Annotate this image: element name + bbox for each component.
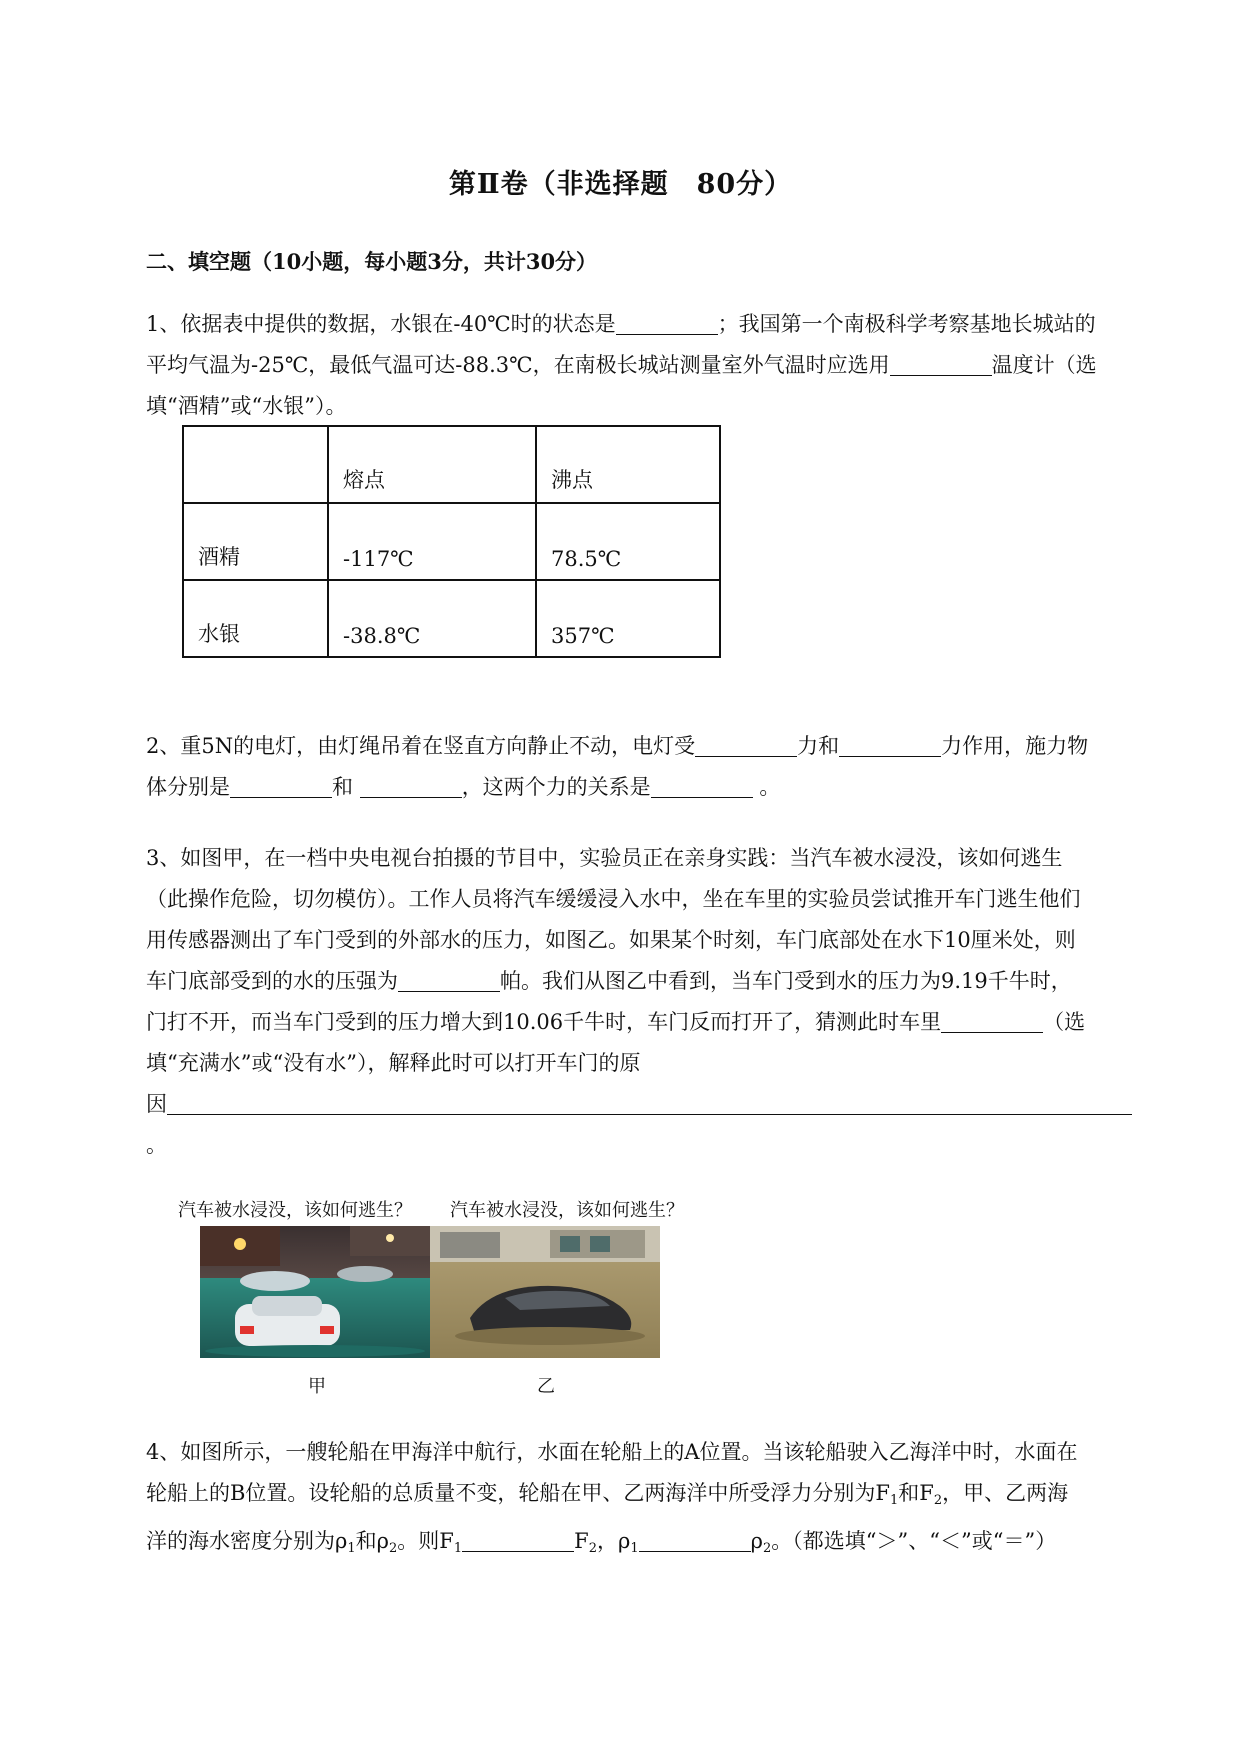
answer-blank[interactable] [651,771,753,798]
question-2 [146,726,1146,808]
q3-line-4: 车门底部受到的水的压强为 帕。我们从图乙中看到，当车门受到水的压力为9.19千牛时， [146,961,1146,1002]
page-title: 第Ⅱ卷（非选择题 80分） [448,169,793,200]
answer-blank[interactable] [695,730,797,757]
table-cell [183,426,328,503]
answer-blank-long[interactable] [167,1088,1132,1115]
table-cell: 78.5℃ [536,503,720,580]
answer-blank[interactable] [230,771,332,798]
table-header-row [183,426,720,503]
answer-blank[interactable] [890,349,992,376]
photo-label-left: 甲 [308,1376,326,1397]
answer-blank[interactable] [839,730,941,757]
table-row [183,503,720,580]
photo-label-right: 乙 [537,1376,555,1397]
q3-line-1: 3、如图甲，在一档中央电视台拍摄的节目中，实验员正在亲身实践：当汽车被水浸没，该如何逃生 [146,846,1063,870]
answer-blank[interactable] [639,1525,751,1552]
q2-line-2: 体分别是 和 ，这两个力的关系是 。 [146,767,1146,808]
question-3 [146,838,1146,1166]
flooded-car-photo-right [430,1226,660,1358]
table-cell: 酒精 [183,503,328,580]
answer-blank[interactable] [462,1525,574,1552]
q3-line-5: 门打不开，而当车门受到的压力增大到10.06千牛时，车门反而打开了，猜测此时车里 （选 [146,1002,1146,1043]
q3-line-2: （此操作危险，切勿模仿）。工作人员将汽车缓缓浸入水中，坐在车里的实验员尝试推开车门逃生他们 [146,887,1081,911]
q2-line-1: 2、重5N的电灯，由灯绳吊着在竖直方向静止不动，电灯受 力和 力作用，施力物 [146,726,1146,767]
table-cell: -38.8℃ [328,580,536,657]
q4-line-2: 轮船上的B位置。设轮船的总质量不变，轮船在甲、乙两海洋中所受浮力分别为$F_1$和$F_2$，甲、乙两海 [146,1481,1069,1508]
q1-line-1: 1、依据表中提供的数据，水银在-40℃时的状态是 ；我国第一个南极科学考察基地长城站的 [146,304,1146,345]
answer-blank[interactable] [941,1006,1043,1033]
photo-caption-left: 汽车被水浸没，该如何逃生？ [178,1200,412,1221]
table-cell: 357℃ [536,580,720,657]
table-cell: 熔点 [328,426,536,503]
q3-line-3: 用传感器测出了车门受到的外部水的压力，如图乙。如果某个时刻，车门底部处在水下10厘米处，则 [146,928,1076,952]
flooded-car-photo-left [200,1226,430,1358]
table-cell: -117℃ [328,503,536,580]
q3-line-6: 填“充满水”或“没有水”），解释此时可以打开车门的原 [146,1051,641,1075]
q3-line-7: 因 [146,1084,1146,1125]
q3-line-8: 。 [146,1133,167,1157]
question-1 [146,304,1146,427]
answer-blank[interactable] [398,965,500,992]
q4-line-3: 洋的海水密度分别为$\rho_1$和$\rho_2$。则$F_1$ $F_2$，$\rho_1$ $\rho_2$。（都选填“＞”、“＜”或“＝”） [146,1521,1146,1569]
table-cell: 水银 [183,580,328,657]
q1-line-3: 填“酒精”或“水银”）。 [146,394,347,418]
table-row [183,580,720,657]
section-heading: 二、填空题（10小题，每小题3分，共计30分） [146,249,598,274]
answer-blank[interactable] [360,771,462,798]
q1-line-2: 平均气温为-25℃，最低气温可达-88.3℃，在南极长城站测量室外气温时应选用 温度计（选 [146,345,1146,386]
answer-blank[interactable] [616,308,718,335]
table-cell: 沸点 [536,426,720,503]
photo-caption-right: 汽车被水浸没，该如何逃生？ [450,1200,684,1221]
q4-line-1: 4、如图所示，一艘轮船在甲海洋中航行，水面在轮船上的A位置。当该轮船驶入乙海洋中时，水面在 [146,1440,1078,1464]
data-table [182,425,721,658]
question-4 [146,1432,1146,1569]
